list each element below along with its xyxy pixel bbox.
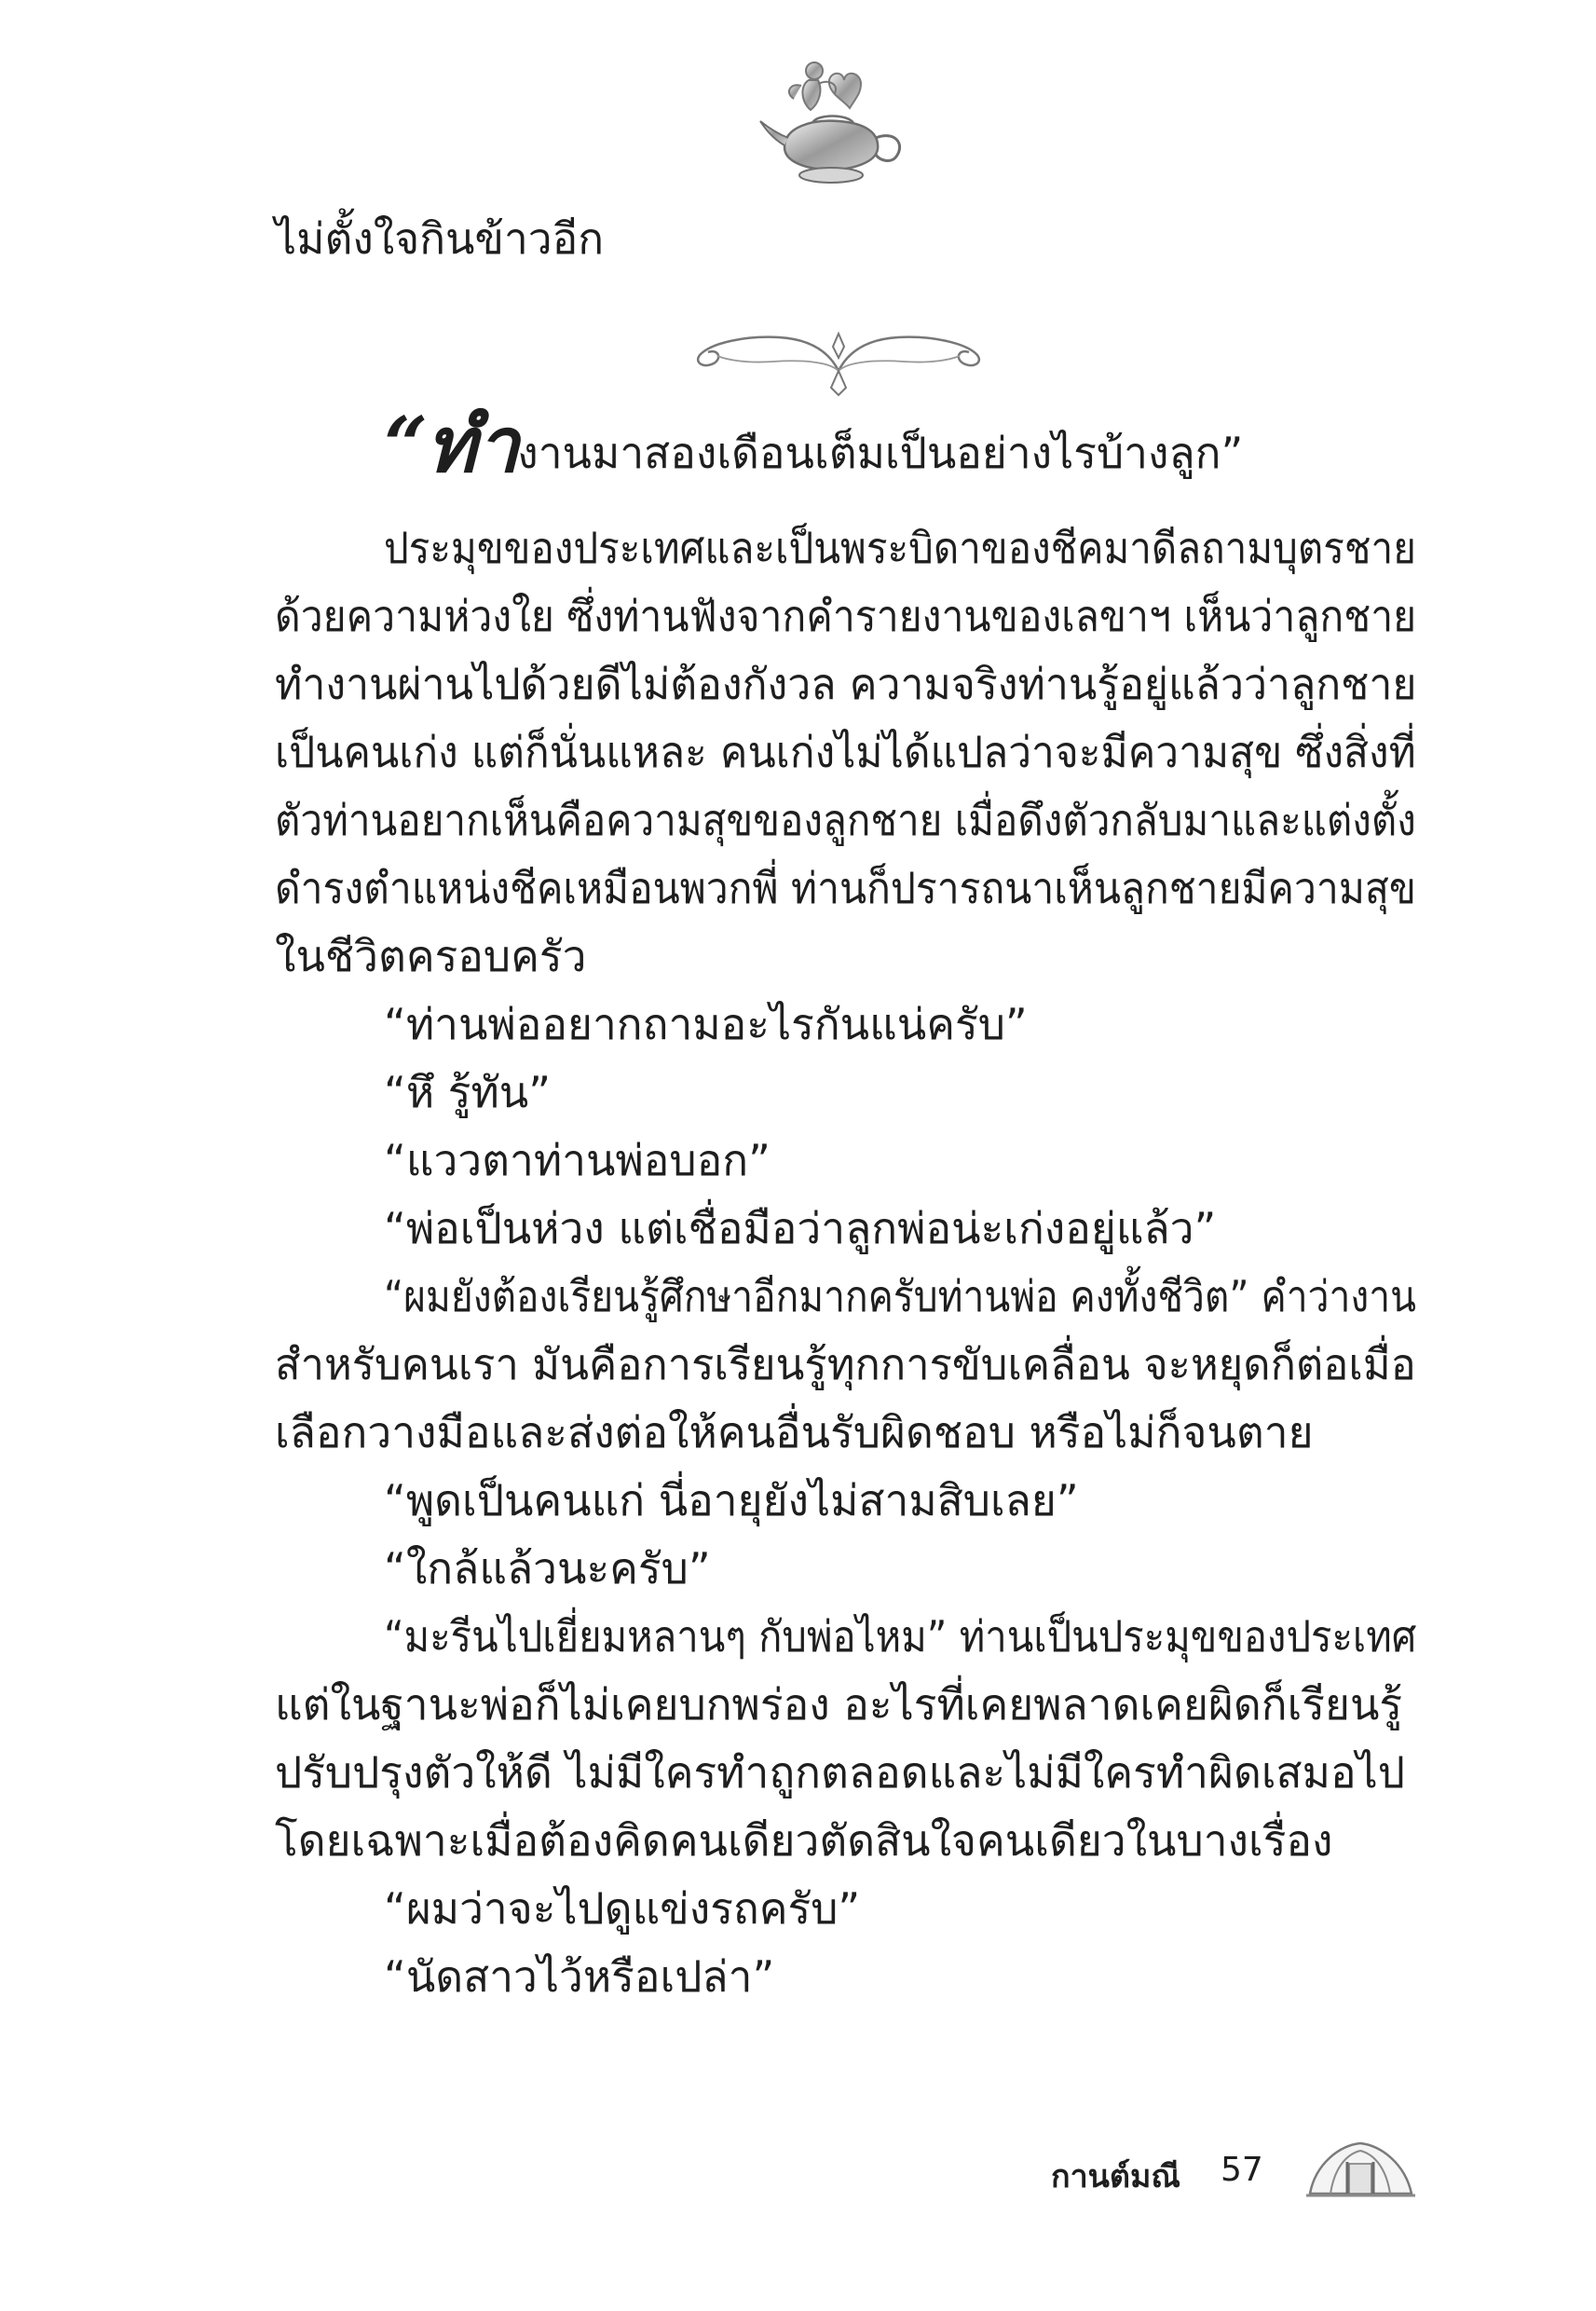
section-divider-flourish [689, 306, 988, 399]
dialogue-line: “แววตาท่านพ่อบอก” [384, 1135, 771, 1185]
body-line: เป็นคนเก่ง แต่ก็นั่นแหละ คนเก่งไม่ได้แปลว่าจะมีความสุข ซึ่งสิ่งที่ [275, 727, 1416, 777]
body-line: “ผมยังต้องเรียนรู้ศึกษาอีกมากครับท่านพ่อ คงทั้งชีวิต” คำว่างาน [384, 1271, 1416, 1321]
dialogue-line: “พ่อเป็นห่วง แต่เชื่อมือว่าลูกพ่อน่ะเก่งอยู่แล้ว” [384, 1203, 1217, 1253]
dialogue-line: “นัดสาวไว้หรือเปล่า” [384, 1951, 775, 2002]
body-line: ปรับปรุงตัวให้ดี ไม่มีใครทำถูกตลอดและไม่มีใครทำผิดเสมอไป [275, 1747, 1405, 1798]
body-line: ด้วยความห่วงใย ซึ่งท่านฟังจากคำรายงานของเลขาฯ เห็นว่าลูกชาย [275, 591, 1417, 641]
body-line: ประมุขของประเทศและเป็นพระบิดาของชีคมาดีลถามบุตรชาย [384, 523, 1416, 573]
dialogue-line: “ท่านพ่ออยากถามอะไรกันแน่ครับ” [384, 999, 1028, 1049]
body-line: “มะรีนไปเยี่ยมหลานๆ กับพ่อไหม” ท่านเป็นประมุขของประเทศ [384, 1611, 1417, 1661]
dialogue-line: “หึ รู้ทัน” [384, 1067, 552, 1117]
body-line: แต่ในฐานะพ่อก็ไม่เคยบกพร่อง อะไรที่เคยพลาดเคยผิดก็เรียนรู้ [275, 1679, 1403, 1730]
chapter-first-line-text: งานมาสองเดือนเต็มเป็นอย่างไรบ้างลูก” [517, 428, 1244, 478]
dialogue-line: “ผมว่าจะไปดูแข่งรถครับ” [384, 1883, 861, 1934]
body-line: ดำรงตำแหน่งชีคเหมือนพวกพี่ ท่านก็ปรารถนาเห็นลูกชายมีความสุข [275, 863, 1416, 913]
body-line: ทำงานผ่านไปด้วยดีไม่ต้องกังวล ความจริงท่านรู้อยู่แล้วว่าลูกชาย [275, 659, 1417, 709]
page-number: 57 [1221, 2151, 1263, 2189]
opening-line: ไม่ตั้งใจกินข้าวอีก [275, 213, 605, 264]
lantern-icon [1303, 2136, 1419, 2201]
chapter-first-line [384, 401, 1416, 490]
body-line: โดยเฉพาะเมื่อต้องคิดคนเดียวตัดสินใจคนเดียวในบางเรื่อง [275, 1815, 1333, 1866]
body-line: ตัวท่านอยากเห็นคือความสุขของลูกชาย เมื่อดึงตัวกลับมาและแต่งตั้ง [275, 795, 1416, 845]
body-line: สำหรับคนเรา มันคือการเรียนรู้ทุกการขับเคลื่อน จะหยุดก็ต่อเมื่อ [275, 1339, 1416, 1389]
body-line: ในชีวิตครอบครัว [275, 931, 587, 981]
running-footer-title: กานต์มณี [1051, 2158, 1180, 2195]
body-line: เลือกวางมือและส่งต่อให้คนอื่นรับผิดชอบ หรือไม่ก็จนตาย [275, 1407, 1314, 1457]
chapter-dropcap: “ทำ [384, 401, 518, 490]
cupid-teapot-ornament [757, 45, 915, 194]
dialogue-line: “ใกล้แล้วนะครับ” [384, 1543, 711, 1593]
dialogue-line: “พูดเป็นคนแก่ นี่อายุยังไม่สามสิบเลย” [384, 1475, 1079, 1525]
